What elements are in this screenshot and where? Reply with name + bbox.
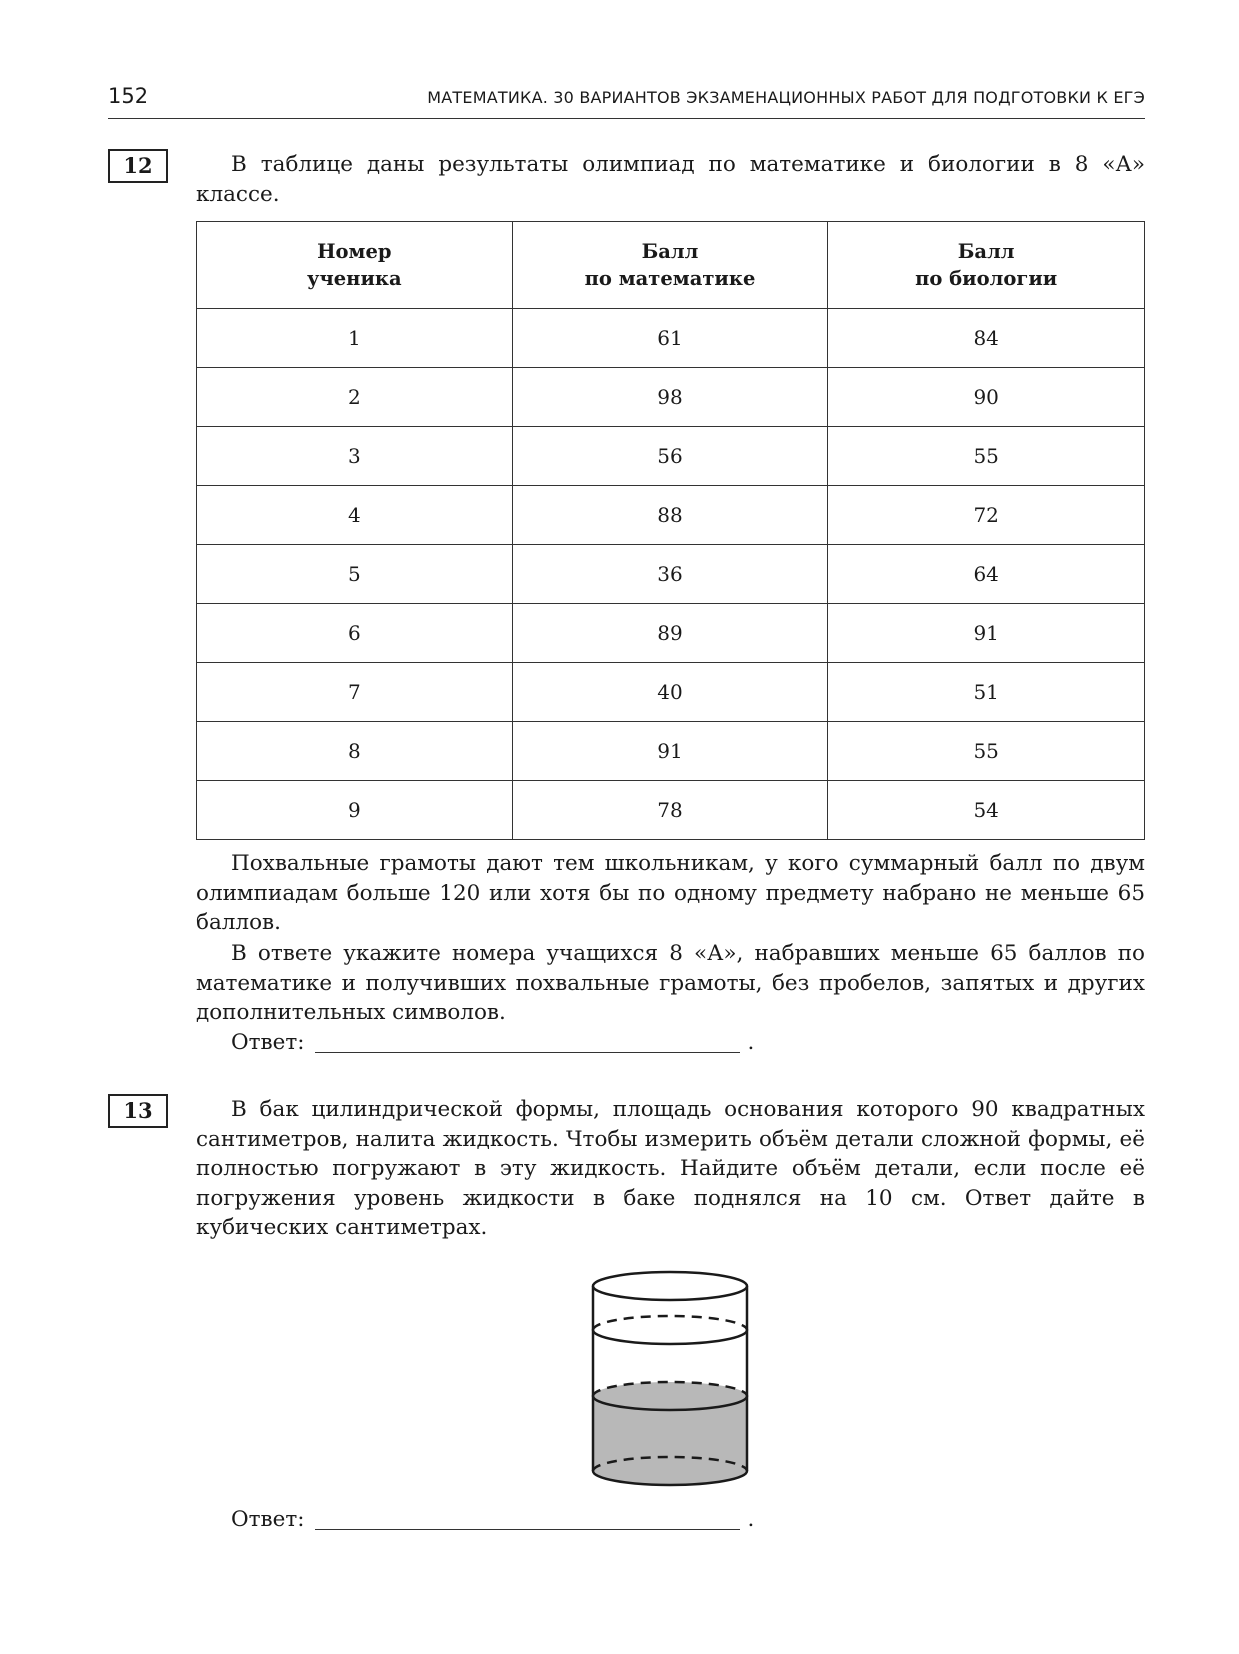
answer-period: . [747,1030,755,1055]
page-header [108,78,1145,119]
header-line: Балл [641,240,699,263]
task-13-text: В бак цилиндрической формы, площадь основания которого 90 квадратных сантиметров, налита жидкость. Чтобы измерить объём детали сложной формы, её полностью погружают в эту жидкость. Найдите объём детали, если после её погружения уровень жидкости в баке поднялся на 10 см. Ответ дайте в кубических сантиметрах. [196,1097,1145,1240]
table-row [197,663,1145,722]
table-cell: 90 [828,368,1145,427]
table-cell: 61 [512,309,828,368]
task-12-question: В ответе укажите номера учащихся 8 «А», набравших меньше 65 баллов по математике и получивших похвальные грамоты, без пробелов, запятых и других дополнительных символов. [196,941,1145,1025]
table-row [197,545,1145,604]
table-header-row [197,222,1145,309]
table-row [197,722,1145,781]
table-cell: 55 [828,427,1145,486]
table-header-cell [828,222,1145,309]
task-13-number: 13 [108,1094,168,1128]
running-title: МАТЕМАТИКА. 30 ВАРИАНТОВ ЭКЗАМЕНАЦИОННЫХ РАБОТ ДЛЯ ПОДГОТОВКИ К ЕГЭ [427,88,1145,107]
table-cell: 91 [512,722,828,781]
header-line: по биологии [915,267,1058,290]
table-row [197,309,1145,368]
answer-field[interactable] [315,1032,740,1053]
table-cell: 1 [197,309,513,368]
upper-level-front [593,1330,747,1344]
task-12-condition: Похвальные грамоты дают тем школьникам, у кого суммарный балл по двум олимпиадам больше 120 или хотя бы по одному предмету набрано не меньше 65 баллов. [196,851,1145,935]
table-row [197,368,1145,427]
table-cell: 64 [828,545,1145,604]
table-cell: 8 [197,722,513,781]
table-cell: 6 [197,604,513,663]
answer-label: Ответ: [231,1507,305,1532]
task-12-answer [231,1028,754,1058]
cylinder-top-rim [593,1272,747,1300]
table-cell: 84 [828,309,1145,368]
task-13-answer [231,1505,754,1535]
cylinder-illustration [590,1268,750,1490]
header-line: ученика [307,267,402,290]
upper-level-back [593,1316,747,1330]
table-cell: 88 [512,486,828,545]
table-header-cell [197,222,513,309]
page-number: 152 [108,84,149,108]
table-cell: 72 [828,486,1145,545]
table-cell: 5 [197,545,513,604]
table-row [197,486,1145,545]
header-line: по математике [584,267,756,290]
table-cell: 89 [512,604,828,663]
table-cell: 51 [828,663,1145,722]
table-cell: 4 [197,486,513,545]
table-cell: 36 [512,545,828,604]
table-cell: 78 [512,781,828,840]
table-header-cell [512,222,828,309]
table-cell: 91 [828,604,1145,663]
results-table [196,221,1145,840]
table-row [197,427,1145,486]
table-cell: 3 [197,427,513,486]
table-body [197,309,1145,840]
table-cell: 9 [197,781,513,840]
answer-period: . [747,1507,755,1532]
task-12-number: 12 [108,149,168,183]
table-cell: 56 [512,427,828,486]
header-line: Балл [957,240,1015,263]
table-cell: 40 [512,663,828,722]
answer-field[interactable] [315,1509,740,1530]
header-line: Номер [317,240,392,263]
table-row [197,781,1145,840]
table-cell: 55 [828,722,1145,781]
table-cell: 7 [197,663,513,722]
table-cell: 2 [197,368,513,427]
table-cell: 54 [828,781,1145,840]
task-12-intro: В таблице даны результаты олимпиад по математике и биологии в 8 «А» классе. [196,152,1145,207]
table-cell: 98 [512,368,828,427]
table-row [197,604,1145,663]
liquid-fill [593,1382,747,1485]
answer-label: Ответ: [231,1030,305,1055]
